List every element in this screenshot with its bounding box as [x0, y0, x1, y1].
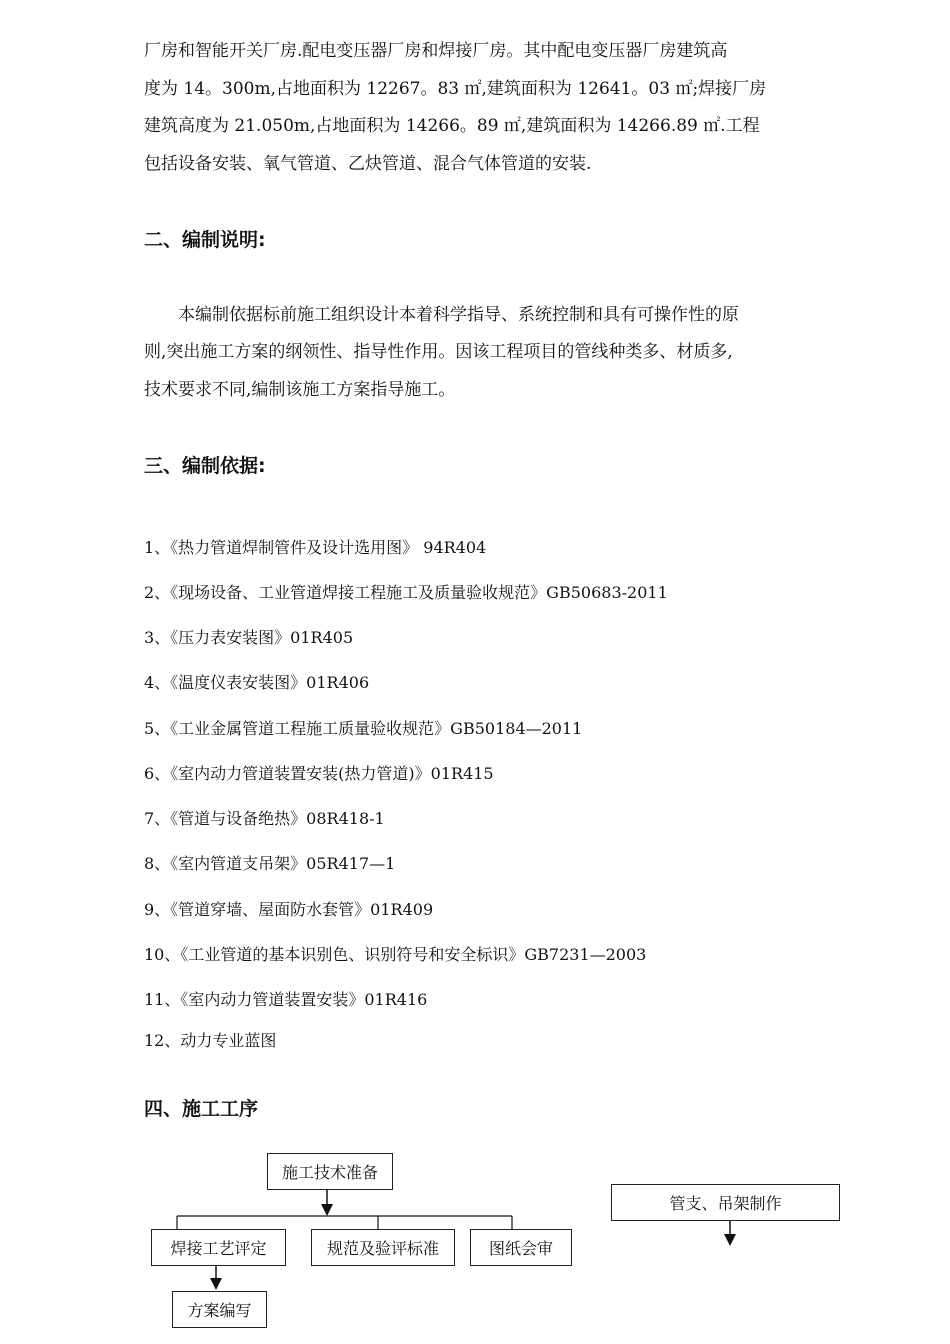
reference-item-7: 7、《管道与设备绝热》08R418-1: [144, 809, 385, 828]
box-support-fab: 管支、吊架制作: [611, 1184, 840, 1221]
box-standards: 规范及验评标准: [311, 1229, 455, 1266]
reference-item-8: 8、《室内管道支吊架》05R417—1: [144, 854, 396, 873]
section-4-heading: 四、施工工序: [144, 1098, 259, 1120]
reference-item-11: 11、《室内动力管道装置安装》01R416: [144, 990, 428, 1009]
section-2-heading: 二、编制说明:: [144, 229, 266, 251]
reference-item-12: 12、动力专业蓝图: [144, 1031, 277, 1050]
intro-line-1: 厂房和智能开关厂房.配电变压器厂房和焊接厂房。其中配电变压器厂房建筑高: [144, 41, 728, 61]
reference-item-5: 5、《工业金属管道工程施工质量验收规范》GB50184—2011: [144, 719, 583, 738]
box-plan-writing: 方案编写: [172, 1291, 267, 1328]
intro-line-2: 度为 14。300m,占地面积为 12267。83 ㎡,建筑面积为 12641。03 ㎡;焊接厂房: [144, 79, 767, 99]
box-drawing-review: 图纸会审: [470, 1229, 572, 1266]
reference-item-9: 9、《管道穿墙、屋面防水套管》01R409: [144, 900, 434, 919]
reference-item-1: 1、《热力管道焊制管件及设计选用图》 94R404: [144, 538, 487, 557]
intro-line-4: 包括设备安装、氧气管道、乙炔管道、混合气体管道的安装.: [144, 154, 592, 174]
reference-item-6: 6、《室内动力管道装置安装(热力管道)》01R415: [144, 764, 494, 783]
box-tech-prep: 施工技术准备: [267, 1153, 393, 1190]
section-2-line-1: 本编制依据标前施工组织设计本着科学指导、系统控制和具有可操作性的原: [178, 305, 739, 325]
reference-item-10: 10、《工业管道的基本识别色、识别符号和安全标识》GB7231—2003: [144, 945, 647, 964]
section-2-line-2: 则,突出施工方案的纲领性、指导性作用。因该工程项目的管线种类多、材质多,: [144, 342, 733, 362]
intro-line-3: 建筑高度为 21.050m,占地面积为 14266。89 ㎡,建筑面积为 14266.89 ㎡.工程: [144, 116, 760, 136]
reference-item-2: 2、《现场设备、工业管道焊接工程施工及质量验收规范》GB50683-2011: [144, 583, 668, 602]
box-welding-eval: 焊接工艺评定: [151, 1229, 286, 1266]
section-2-line-3: 技术要求不同,编制该施工方案指导施工。: [144, 380, 456, 400]
section-3-heading: 三、编制依据:: [144, 455, 266, 477]
reference-item-3: 3、《压力表安装图》01R405: [144, 628, 354, 647]
reference-item-4: 4、《温度仪表安装图》01R406: [144, 673, 370, 692]
